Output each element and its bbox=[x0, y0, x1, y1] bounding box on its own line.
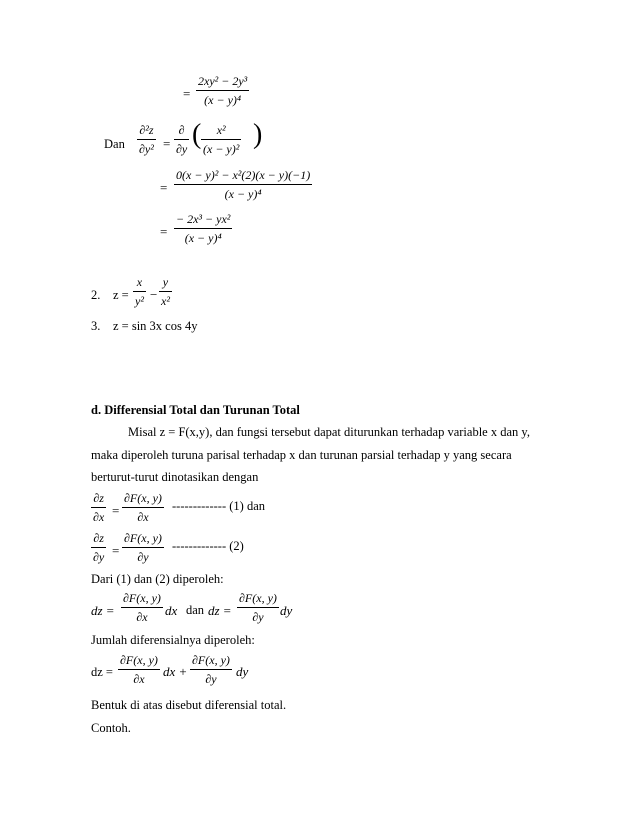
denominator: y² bbox=[135, 294, 144, 308]
denominator: ∂x bbox=[93, 510, 105, 524]
paragraph-line: maka diperoleh turuna parisal terhadap x dan turunan parsial terhadap y yang secara bbox=[91, 448, 512, 462]
right-paren: ) bbox=[253, 119, 263, 150]
fraction-y-x2 bbox=[159, 275, 172, 308]
numerator: − 2x³ − yx² bbox=[176, 212, 231, 226]
minus-sign: − bbox=[150, 287, 158, 302]
equation-tail: ------------- (2) bbox=[172, 539, 244, 553]
paragraph-line: Dari (1) dan (2) diperoleh: bbox=[91, 572, 224, 586]
dx-term: dx bbox=[165, 603, 178, 618]
paragraph-line: Misal z = F(x,y), dan fungsi tersebut dapat diturunkan terhadap variable x dan y, bbox=[128, 425, 530, 439]
denominator: ∂y bbox=[252, 610, 264, 624]
numerator: ∂z bbox=[93, 491, 104, 505]
denominator: ∂y bbox=[176, 142, 188, 156]
equals-sign: = bbox=[112, 503, 120, 518]
left-paren: ( bbox=[192, 119, 202, 150]
fraction-dz-dx bbox=[91, 491, 106, 524]
denominator: ∂x bbox=[136, 610, 148, 624]
fraction-dF-dy bbox=[237, 591, 279, 624]
equals-sign: = bbox=[160, 180, 168, 195]
fraction-d2z-dy2 bbox=[137, 123, 156, 156]
denominator: ∂y bbox=[93, 550, 105, 564]
numerator: ∂F(x, y) bbox=[120, 653, 158, 667]
numerator: ∂F(x, y) bbox=[124, 491, 162, 505]
numerator: ∂F(x, y) bbox=[239, 591, 277, 605]
denominator: (x − y)⁴ bbox=[204, 93, 242, 107]
numerator: 2xy² − 2y³ bbox=[198, 74, 248, 88]
dx-plus: dx + bbox=[163, 664, 188, 679]
fraction-dz-dy bbox=[91, 531, 106, 564]
paragraph-line: Contoh. bbox=[91, 721, 131, 735]
fraction-dF-dx bbox=[118, 653, 160, 686]
denominator: ∂y² bbox=[139, 142, 154, 156]
paragraph-line: berturut-turut dinotasikan dengan bbox=[91, 470, 259, 484]
numerator: x bbox=[136, 275, 143, 289]
fraction-dF-dx bbox=[122, 491, 164, 524]
fraction-eq4 bbox=[174, 212, 232, 245]
dan-word: dan bbox=[186, 603, 205, 617]
item-lhs: z = bbox=[113, 288, 129, 302]
fraction-dF-dy bbox=[122, 531, 164, 564]
fraction-inner bbox=[201, 123, 241, 156]
dz-lhs: dz = bbox=[208, 603, 232, 618]
denominator: (x − y)⁴ bbox=[224, 187, 262, 201]
dy-term: dy bbox=[280, 603, 293, 618]
denominator: ∂y bbox=[205, 672, 217, 686]
paragraph-line: Jumlah diferensialnya diperoleh: bbox=[91, 633, 255, 647]
dz-lhs: dz = bbox=[91, 603, 115, 618]
fraction-dF-dx bbox=[121, 591, 163, 624]
numerator: ∂²z bbox=[139, 123, 154, 137]
total-lhs: dz = bbox=[91, 665, 113, 679]
equals-sign: = bbox=[163, 136, 171, 151]
equation-tail: ------------- (1) dan bbox=[172, 499, 265, 513]
paragraph-line: Bentuk di atas disebut diferensial total. bbox=[91, 698, 287, 712]
fraction-dF-dy bbox=[190, 653, 232, 686]
fraction-x-y2 bbox=[133, 275, 146, 308]
numerator: ∂F(x, y) bbox=[124, 531, 162, 545]
fraction-eq1 bbox=[196, 74, 249, 107]
numerator: y bbox=[162, 275, 169, 289]
numerator: 0(x − y)² − x²(2)(x − y)(−1) bbox=[176, 168, 311, 182]
denominator: ∂y bbox=[137, 550, 149, 564]
dan-label: Dan bbox=[104, 137, 125, 151]
equals-sign: = bbox=[160, 224, 168, 239]
numerator: ∂F(x, y) bbox=[123, 591, 161, 605]
dy-term: dy bbox=[236, 664, 249, 679]
numerator: ∂ bbox=[178, 123, 185, 137]
equals-sign: = bbox=[183, 86, 191, 101]
item-number: 3. bbox=[91, 319, 101, 333]
denominator: x² bbox=[161, 294, 170, 308]
equals-sign: = bbox=[112, 543, 120, 558]
section-title: d. Differensial Total dan Turunan Total bbox=[91, 403, 300, 417]
denominator: ∂x bbox=[137, 510, 149, 524]
fraction-eq3 bbox=[174, 168, 312, 201]
item-text: z = sin 3x cos 4y bbox=[113, 319, 198, 333]
denominator: (x − y)² bbox=[203, 142, 240, 156]
denominator: ∂x bbox=[133, 672, 145, 686]
numerator: ∂F(x, y) bbox=[192, 653, 230, 667]
denominator: (x − y)⁴ bbox=[184, 231, 222, 245]
item-number: 2. bbox=[91, 288, 101, 302]
numerator: ∂z bbox=[93, 531, 104, 545]
numerator: x² bbox=[216, 123, 226, 137]
fraction-d-dy bbox=[174, 123, 189, 156]
